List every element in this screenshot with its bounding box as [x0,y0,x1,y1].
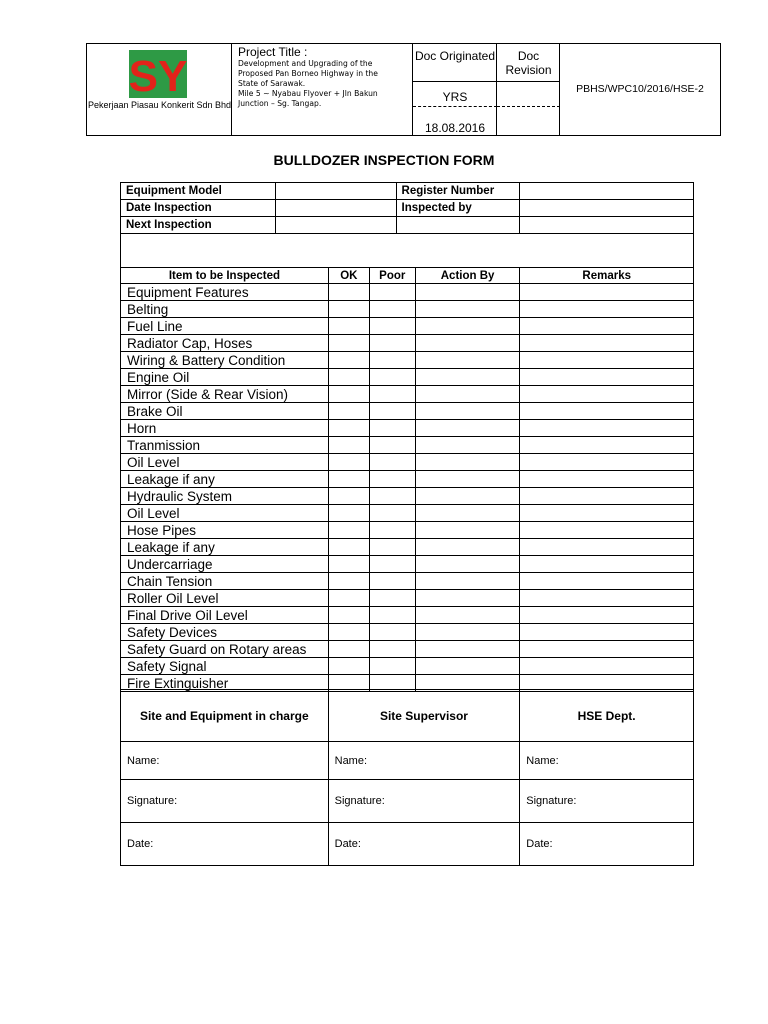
table-row [121,488,694,505]
poor-checkbox-cell[interactable] [369,590,415,607]
inspected-by-field[interactable] [520,200,694,217]
ok-checkbox-cell[interactable] [328,352,369,369]
item-name: Radiator Cap, Hoses [121,335,329,352]
table-row [121,556,694,573]
date-row [121,823,694,866]
signature-field[interactable]: Signature: [121,780,329,823]
table-row [121,301,694,318]
table-row [121,403,694,420]
remarks-cell[interactable] [520,522,694,539]
divider [413,81,497,82]
info-row [121,183,694,200]
table-row [121,386,694,403]
remarks-cell[interactable] [520,471,694,488]
next-inspection-label: Next Inspection [121,217,276,234]
logo-icon [129,50,187,98]
doc-revision-label: Doc Revision [505,49,552,77]
register-number-field[interactable] [520,183,694,200]
company-name: Pekerjaan Piasau Konkerit Sdn Bhd [87,100,232,110]
action-by-cell[interactable] [415,403,520,420]
action-by-cell[interactable] [415,573,520,590]
table-row [121,505,694,522]
item-name: Leakage if any [121,539,329,556]
ok-checkbox-cell[interactable] [328,369,369,386]
divider [497,81,560,82]
ok-checkbox-cell[interactable] [328,641,369,658]
poor-checkbox-cell[interactable] [369,284,415,301]
action-by-cell[interactable] [415,641,520,658]
table-row [121,284,694,301]
item-name: Wiring & Battery Condition [121,352,329,369]
date-field[interactable]: Date: [121,823,329,866]
table-row [121,624,694,641]
company-cell [87,44,232,135]
table-row [121,352,694,369]
info-row [121,200,694,217]
form-title: BULLDOZER INSPECTION FORM [273,152,495,168]
action-by-cell[interactable] [415,318,520,335]
table-row [121,471,694,488]
poor-checkbox-cell[interactable] [369,556,415,573]
remarks-cell[interactable] [520,437,694,454]
inspection-items-table [120,267,694,692]
item-name: Roller Oil Level [121,590,329,607]
sign-header-row [121,690,694,742]
remarks-cell[interactable] [520,641,694,658]
table-row [121,539,694,556]
action-by-cell[interactable] [415,658,520,675]
item-name: Hose Pipes [121,522,329,539]
info-empty-cell[interactable] [396,217,520,234]
remarks-cell[interactable] [520,369,694,386]
remarks-cell[interactable] [520,505,694,522]
project-desc-line: Junction – Sg. Tangap. [238,99,322,108]
doc-date: 18.08.2016 [424,121,486,135]
action-by-cell[interactable] [415,471,520,488]
action-by-cell[interactable] [415,420,520,437]
action-by-cell[interactable] [415,488,520,505]
action-by-cell[interactable] [415,369,520,386]
poor-checkbox-cell[interactable] [369,335,415,352]
poor-checkbox-cell[interactable] [369,386,415,403]
col-header-action-by: Action By [415,268,520,284]
ok-checkbox-cell[interactable] [328,556,369,573]
project-desc-line: State of Sarawak. [238,79,306,88]
ok-checkbox-cell[interactable] [328,590,369,607]
company-logo [129,50,187,98]
item-name: Final Drive Oil Level [121,607,329,624]
ok-checkbox-cell[interactable] [328,488,369,505]
inspected-by-label: Inspected by [396,200,520,217]
poor-checkbox-cell[interactable] [369,624,415,641]
remarks-cell[interactable] [520,352,694,369]
project-desc-line: Development and Upgrading of the [238,59,373,68]
items-body [121,284,694,692]
poor-checkbox-cell[interactable] [369,641,415,658]
divider [413,106,497,107]
doc-number-cell [560,44,720,135]
date-inspection-field[interactable] [275,200,396,217]
poor-checkbox-cell[interactable] [369,471,415,488]
poor-checkbox-cell[interactable] [369,505,415,522]
item-name: Chain Tension [121,573,329,590]
items-header-row [121,268,694,284]
remarks-cell[interactable] [520,403,694,420]
table-row [121,318,694,335]
signature-field[interactable]: Signature: [520,780,694,823]
remarks-cell[interactable] [520,335,694,352]
poor-checkbox-cell[interactable] [369,318,415,335]
action-by-cell[interactable] [415,590,520,607]
item-name: Oil Level [121,454,329,471]
info-blank-row [121,234,694,268]
poor-checkbox-cell[interactable] [369,522,415,539]
doc-originated-cell [413,44,497,135]
originator-value: YRS [442,90,468,104]
notes-area[interactable] [121,234,694,268]
remarks-cell[interactable] [520,386,694,403]
poor-checkbox-cell[interactable] [369,573,415,590]
remarks-cell[interactable] [520,488,694,505]
action-by-cell[interactable] [415,522,520,539]
action-by-cell[interactable] [415,505,520,522]
remarks-cell[interactable] [520,556,694,573]
signature-table [120,689,694,866]
item-name: Safety Devices [121,624,329,641]
action-by-cell[interactable] [415,437,520,454]
ok-checkbox-cell[interactable] [328,403,369,420]
table-row [121,437,694,454]
remarks-cell[interactable] [520,284,694,301]
table-row [121,369,694,386]
action-by-cell[interactable] [415,556,520,573]
remarks-cell[interactable] [520,624,694,641]
equipment-model-label: Equipment Model [121,183,276,200]
ok-checkbox-cell[interactable] [328,522,369,539]
remarks-cell[interactable] [520,658,694,675]
table-row [121,590,694,607]
next-inspection-field[interactable] [275,217,396,234]
info-empty-cell[interactable] [520,217,694,234]
doc-number: PBHS/WPC10/2016/HSE-2 [576,83,704,95]
item-name: Hydraulic System [121,488,329,505]
action-by-cell[interactable] [415,539,520,556]
action-by-cell[interactable] [415,607,520,624]
col-header-poor: Poor [369,268,415,284]
remarks-cell[interactable] [520,539,694,556]
remarks-cell[interactable] [520,301,694,318]
doc-originated-label: Doc Originated [414,49,496,63]
name-field[interactable]: Name: [328,742,520,780]
ok-checkbox-cell[interactable] [328,505,369,522]
project-desc-line: Proposed Pan Borneo Highway in the [238,69,378,78]
ok-checkbox-cell[interactable] [328,318,369,335]
name-row [121,742,694,780]
ok-checkbox-cell[interactable] [328,386,369,403]
ok-checkbox-cell[interactable] [328,658,369,675]
item-name: Fire Extinguisher [121,675,329,692]
project-description [238,59,406,109]
ok-checkbox-cell[interactable] [328,573,369,590]
table-row [121,420,694,437]
date-field[interactable]: Date: [328,823,520,866]
action-by-cell[interactable] [415,454,520,471]
item-name: Leakage if any [121,471,329,488]
action-by-cell[interactable] [415,284,520,301]
remarks-cell[interactable] [520,420,694,437]
poor-checkbox-cell[interactable] [369,369,415,386]
poor-checkbox-cell[interactable] [369,437,415,454]
action-by-cell[interactable] [415,624,520,641]
item-name: Belting [121,301,329,318]
ok-checkbox-cell[interactable] [328,420,369,437]
register-number-label: Register Number [396,183,520,200]
signature-row [121,780,694,823]
ok-checkbox-cell[interactable] [328,284,369,301]
poor-checkbox-cell[interactable] [369,607,415,624]
ok-checkbox-cell[interactable] [328,607,369,624]
name-field[interactable]: Name: [520,742,694,780]
poor-checkbox-cell[interactable] [369,454,415,471]
project-title-cell [232,44,413,135]
ok-checkbox-cell[interactable] [328,454,369,471]
ok-checkbox-cell[interactable] [328,624,369,641]
table-row [121,335,694,352]
item-name: Engine Oil [121,369,329,386]
poor-checkbox-cell[interactable] [369,488,415,505]
action-by-cell[interactable] [415,301,520,318]
remarks-cell[interactable] [520,590,694,607]
table-row [121,658,694,675]
remarks-cell[interactable] [520,318,694,335]
action-by-cell[interactable] [415,335,520,352]
table-row [121,641,694,658]
item-name: Fuel Line [121,318,329,335]
table-row [121,522,694,539]
poor-checkbox-cell[interactable] [369,658,415,675]
project-desc-line: Mile 5 ~ Nyabau Flyover + Jln Bakun [238,89,378,98]
action-by-cell[interactable] [415,352,520,369]
table-row [121,454,694,471]
document-header [86,43,721,136]
ok-checkbox-cell[interactable] [328,335,369,352]
col-header-item: Item to be Inspected [121,268,329,284]
item-name: Safety Guard on Rotary areas [121,641,329,658]
poor-checkbox-cell[interactable] [369,301,415,318]
item-name: Equipment Features [121,284,329,301]
site-supervisor-header: Site Supervisor [328,690,520,742]
item-name: Safety Signal [121,658,329,675]
remarks-cell[interactable] [520,454,694,471]
site-equipment-in-charge-header: Site and Equipment in charge [121,690,329,742]
table-row [121,573,694,590]
ok-checkbox-cell[interactable] [328,301,369,318]
info-row [121,217,694,234]
item-name: Undercarriage [121,556,329,573]
item-name: Oil Level [121,505,329,522]
remarks-cell[interactable] [520,573,694,590]
ok-checkbox-cell[interactable] [328,437,369,454]
project-title-label: Project Title : [238,45,308,59]
equipment-model-field[interactable] [275,183,396,200]
name-field[interactable]: Name: [121,742,329,780]
item-name: Horn [121,420,329,437]
poor-checkbox-cell[interactable] [369,403,415,420]
doc-revision-cell [497,44,560,135]
date-inspection-label: Date Inspection [121,200,276,217]
date-field[interactable]: Date: [520,823,694,866]
item-name: Brake Oil [121,403,329,420]
poor-checkbox-cell[interactable] [369,539,415,556]
hse-dept-header: HSE Dept. [520,690,694,742]
equipment-info-table [120,182,694,268]
ok-checkbox-cell[interactable] [328,539,369,556]
action-by-cell[interactable] [415,386,520,403]
remarks-cell[interactable] [520,607,694,624]
divider [497,106,560,107]
signature-field[interactable]: Signature: [328,780,520,823]
table-row [121,607,694,624]
poor-checkbox-cell[interactable] [369,352,415,369]
item-name: Mirror (Side & Rear Vision) [121,386,329,403]
col-header-remarks: Remarks [520,268,694,284]
col-header-ok: OK [328,268,369,284]
item-name: Tranmission [121,437,329,454]
ok-checkbox-cell[interactable] [328,471,369,488]
logo-text: SY [129,52,187,98]
poor-checkbox-cell[interactable] [369,420,415,437]
